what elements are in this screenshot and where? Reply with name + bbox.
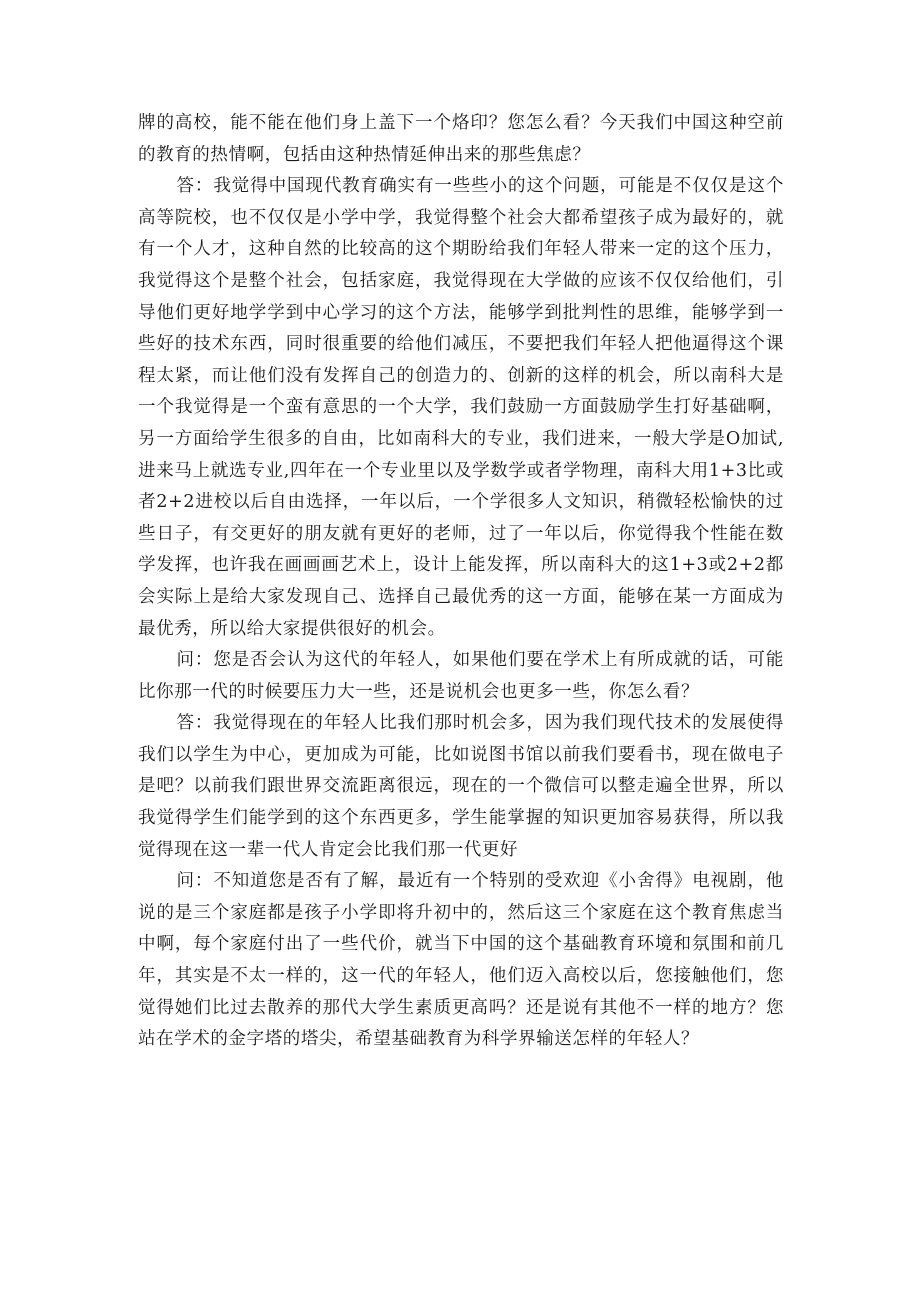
paragraph-question-2: 问：您是否会认为这代的年轻人，如果他们要在学术上有所成就的话，可能比你那一代的时候要压力大一些，还是说机会也更多一些，你怎么看？ <box>138 650 784 702</box>
paragraph-continuation: 牌的高校，能不能在他们身上盖下一个烙印？您怎么看？今天我们中国这种空前的教育的热情啊，包括由这种热情延伸出来的那些焦虑？ <box>138 113 784 165</box>
paragraph-answer-1: 答：我觉得中国现代教育确实有一些些小的这个问题，可能是不仅仅是这个高等院校，也不仅仅是小学中学，我觉得整个社会大都希望孩子成为最好的，就有一个人才，这种自然的比较高的这个期盼给我们年轻人带来一定的这个压力，我觉得这个是整个社会，包括家庭，我觉得现在大学做的应该不仅仅给他们，引导他们更好地学学到中心学习的这个方法，能够学到批判性的思维，能够学到一些好的技术东西，同时很重要的给他们减压，不要把我们年轻人把他逼得这个课程太紧，而让他们没有发挥自己的创造力的、创新的这样的机会，所以南科大是一个我觉得是一个蛮有意思的一个大学，我们鼓励一方面鼓励学生打好基础啊，另一方面给学生很多的自由，比如南科大的专业，我们进来，一般大学是O加试,进来马上就选专业,四年在一个专业里以及学数学或者学物理，南科大用1+3比或者2+2进校以后自由选择，一年以后，一个学很多人文知识，稍微轻松愉快的过些日子，有交更好的朋友就有更好的老师，过了一年以后，你觉得我个性能在数学发挥，也许我在画画画艺术上，设计上能发挥，所以南科大的这1+3或2+2都会实际上是给大家发现自己、选择自己最优秀的这一方面，能够在某一方面成为最优秀，所以给大家提供很好的机会。 <box>138 176 784 639</box>
paragraph-answer-2: 答：我觉得现在的年轻人比我们那时机会多，因为我们现代技术的发展使得我们以学生为中心，更加成为可能，比如说图书馆以前我们要看书，现在做电子是吧？以前我们跟世界交流距离很远，现在的一个微信可以整走遍全世界，所以我觉得学生们能学到的这个东西更多，学生能掌握的知识更加容易获得，所以我觉得现在这一辈一代人肯定会比我们那一代更好 <box>138 713 784 860</box>
paragraph-question-3: 问：不知道您是否有了解，最近有一个特别的受欢迎《小舍得》电视剧，他说的是三个家庭都是孩子小学即将升初中的，然后这三个家庭在这个教育焦虑当中啊，每个家庭付出了一些代价，就当下中国的这个基础教育环境和氛围和前几年，其实是不太一样的，这一代的年轻人，他们迈入高校以后，您接触他们，您觉得她们比过去散养的那代大学生素质更高吗？还是说有其他不一样的地方？您站在学术的金字塔的塔尖，希望基础教育为科学界输送怎样的年轻人？ <box>138 871 784 1050</box>
document-body <box>138 108 784 1056</box>
